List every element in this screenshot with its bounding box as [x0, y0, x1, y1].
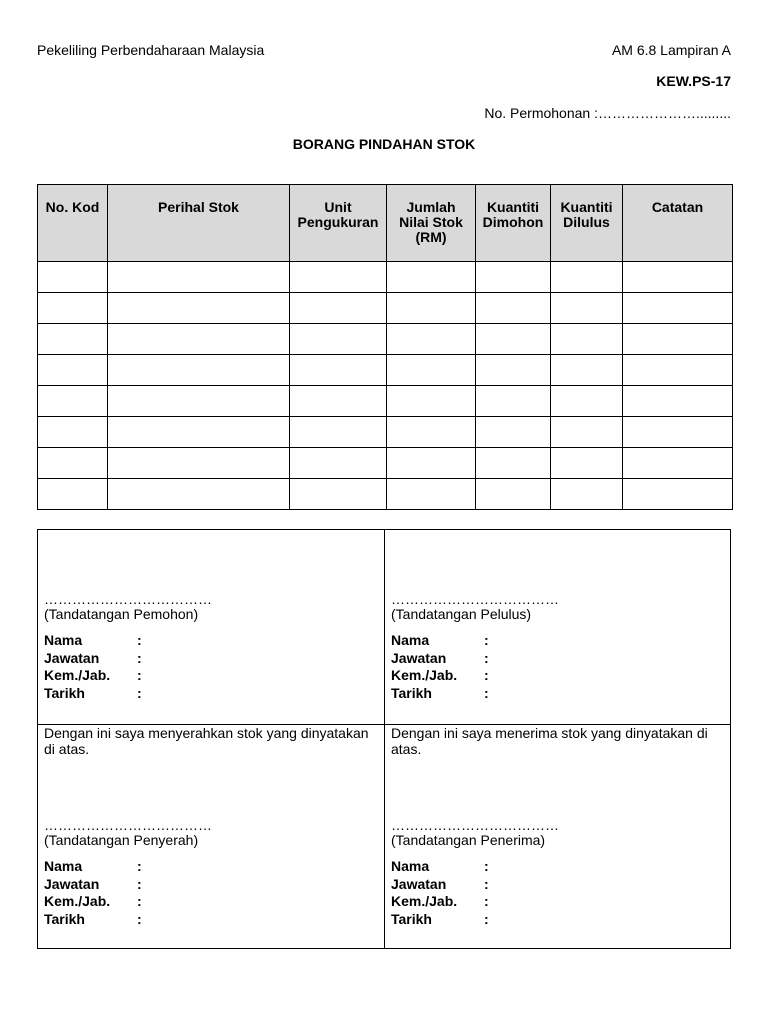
name-field[interactable]: Nama : — [391, 632, 489, 648]
department-field[interactable]: Kem./Jab. : — [391, 667, 489, 683]
table-cell[interactable] — [38, 479, 108, 510]
table-row — [38, 448, 733, 479]
table-cell[interactable] — [476, 293, 551, 324]
date-field[interactable]: Tarikh : — [391, 910, 489, 927]
table-cell[interactable] — [290, 262, 387, 293]
table-cell[interactable] — [290, 293, 387, 324]
table-cell[interactable] — [387, 417, 476, 448]
table-cell[interactable] — [108, 479, 290, 510]
table-cell[interactable] — [38, 324, 108, 355]
table-cell[interactable] — [623, 417, 733, 448]
handover-statement: Dengan ini saya menyerahkan stok yang dinyatakan di atas. — [44, 725, 369, 757]
table-row — [38, 355, 733, 386]
table-cell[interactable] — [387, 262, 476, 293]
table-cell[interactable] — [476, 324, 551, 355]
table-cell[interactable] — [623, 355, 733, 386]
table-cell[interactable] — [108, 262, 290, 293]
table-cell[interactable] — [551, 448, 623, 479]
department-field[interactable]: Kem./Jab. : — [44, 893, 142, 909]
application-number-field[interactable]: No. Permohonan :…………………......... — [484, 105, 731, 121]
table-cell[interactable] — [387, 355, 476, 386]
table-cell[interactable] — [38, 448, 108, 479]
table-cell[interactable] — [623, 324, 733, 355]
position-field[interactable]: Jawatan : — [44, 649, 142, 666]
table-cell[interactable] — [551, 479, 623, 510]
table-cell[interactable] — [290, 355, 387, 386]
column-header: Catatan — [623, 185, 733, 262]
table-cell[interactable] — [108, 293, 290, 324]
divider — [384, 530, 385, 948]
table-row — [38, 479, 733, 510]
table-cell[interactable] — [387, 479, 476, 510]
table-cell[interactable] — [551, 293, 623, 324]
table-cell[interactable] — [108, 417, 290, 448]
table-cell[interactable] — [387, 324, 476, 355]
table-row — [38, 324, 733, 355]
table-row — [38, 386, 733, 417]
column-header: Perihal Stok — [108, 185, 290, 262]
table-cell[interactable] — [476, 448, 551, 479]
name-field[interactable]: Nama : — [44, 858, 142, 874]
date-field[interactable]: Tarikh : — [44, 910, 142, 927]
table-cell[interactable] — [290, 479, 387, 510]
name-field[interactable]: Nama : — [44, 632, 142, 648]
table-cell[interactable] — [476, 479, 551, 510]
table-row — [38, 417, 733, 448]
appendix-reference: AM 6.8 Lampiran A — [611, 42, 731, 58]
table-cell[interactable] — [623, 479, 733, 510]
stock-transfer-table — [37, 184, 733, 510]
position-field[interactable]: Jawatan : — [44, 875, 142, 892]
receiver-signature-block — [391, 818, 721, 928]
column-header: Kuantiti Dimohon — [476, 185, 551, 262]
column-header: No. Kod — [38, 185, 108, 262]
table-cell[interactable] — [38, 262, 108, 293]
table-cell[interactable] — [623, 386, 733, 417]
table-cell[interactable] — [476, 262, 551, 293]
table-cell[interactable] — [551, 355, 623, 386]
table-cell[interactable] — [108, 355, 290, 386]
column-header: Kuantiti Dilulus — [551, 185, 623, 262]
table-cell[interactable] — [623, 262, 733, 293]
signature-label: (Tandatangan Penerima) — [391, 832, 546, 848]
table-cell[interactable] — [38, 293, 108, 324]
signature-line[interactable]: ……………………………… — [391, 591, 559, 607]
signature-label: (Tandatangan Pelulus) — [391, 606, 532, 622]
table-cell[interactable] — [387, 386, 476, 417]
table-cell[interactable] — [551, 386, 623, 417]
table-cell[interactable] — [290, 386, 387, 417]
table-row — [38, 262, 733, 293]
signature-line[interactable]: ……………………………… — [391, 817, 559, 833]
table-cell[interactable] — [290, 448, 387, 479]
column-header: Unit Pengukuran — [290, 185, 387, 262]
table-cell[interactable] — [551, 262, 623, 293]
table-cell[interactable] — [551, 417, 623, 448]
table-cell[interactable] — [476, 386, 551, 417]
giver-signature-block — [44, 818, 374, 928]
table-cell[interactable] — [108, 386, 290, 417]
signature-label: (Tandatangan Penyerah) — [44, 832, 199, 848]
name-field[interactable]: Nama : — [391, 858, 489, 874]
date-field[interactable]: Tarikh : — [44, 684, 142, 701]
table-cell[interactable] — [623, 448, 733, 479]
table-cell[interactable] — [387, 293, 476, 324]
table-cell[interactable] — [623, 293, 733, 324]
table-cell[interactable] — [38, 386, 108, 417]
signature-line[interactable]: ……………………………… — [44, 817, 212, 833]
table-cell[interactable] — [38, 417, 108, 448]
approver-signature-block — [391, 592, 721, 702]
department-field[interactable]: Kem./Jab. : — [391, 893, 489, 909]
table-cell[interactable] — [108, 324, 290, 355]
table-cell[interactable] — [476, 355, 551, 386]
signature-section — [37, 529, 731, 949]
applicant-signature-block — [44, 592, 374, 702]
table-cell[interactable] — [108, 448, 290, 479]
table-cell[interactable] — [290, 324, 387, 355]
department-field[interactable]: Kem./Jab. : — [44, 667, 142, 683]
table-header-row — [38, 185, 733, 262]
form-title: BORANG PINDAHAN STOK — [292, 136, 476, 152]
form-code: KEW.PS-17 — [656, 73, 731, 89]
table-cell[interactable] — [476, 417, 551, 448]
date-field[interactable]: Tarikh : — [391, 684, 489, 701]
table-cell[interactable] — [551, 324, 623, 355]
position-field[interactable]: Jawatan : — [391, 649, 489, 666]
signature-line[interactable]: ……………………………… — [44, 591, 212, 607]
table-cell[interactable] — [387, 448, 476, 479]
circular-reference: Pekeliling Perbendaharaan Malaysia — [37, 42, 265, 58]
table-cell[interactable] — [290, 417, 387, 448]
receipt-statement: Dengan ini saya menerima stok yang dinyatakan di atas. — [391, 725, 708, 757]
table-row — [38, 293, 733, 324]
signature-label: (Tandatangan Pemohon) — [44, 606, 199, 622]
table-cell[interactable] — [38, 355, 108, 386]
column-header: Jumlah Nilai Stok (RM) — [387, 185, 476, 262]
position-field[interactable]: Jawatan : — [391, 875, 489, 892]
